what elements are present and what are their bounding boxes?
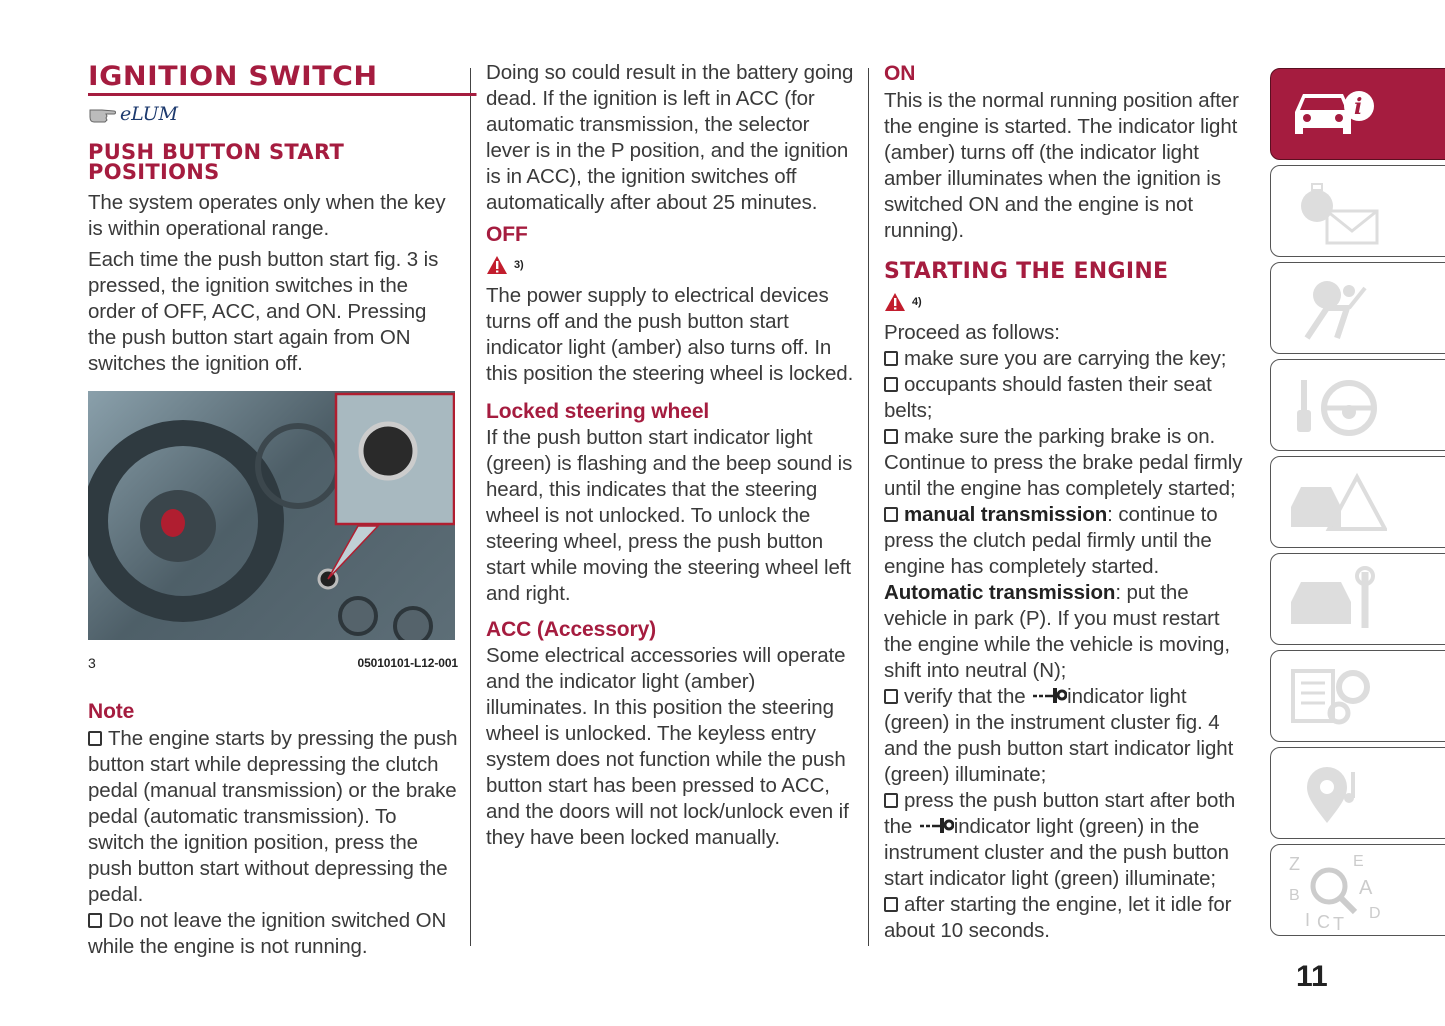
step-text: verify that the [904, 685, 1032, 708]
pointing-hand-icon [88, 104, 118, 124]
index-icon [1287, 850, 1397, 930]
step-item [884, 580, 1252, 684]
elum-link[interactable] [88, 100, 458, 128]
checkbox-bullet-icon [884, 507, 898, 522]
figure-code: 05010101-L12-001 [357, 656, 458, 670]
note-item [88, 908, 458, 960]
tab-starting-driving[interactable] [1270, 359, 1445, 451]
note-text: The engine starts by pressing the push button start while depressing the clutch pedal (manual transmission) or the brake pedal (automatic transmission). To switch the ignition position, press the push button start without depressing the pedal. [88, 727, 458, 906]
tab-index[interactable] [1270, 844, 1445, 936]
page-number: 11 [1296, 960, 1328, 993]
column-2 [486, 60, 856, 856]
subsection-title: PUSH BUTTON START POSITIONS [88, 140, 345, 184]
checkbox-bullet-icon [884, 377, 898, 392]
checkbox-bullet-icon [884, 897, 898, 912]
warning-lights-icon [1287, 176, 1387, 246]
section-title: IGNITION SWITCH [88, 62, 476, 96]
locked-heading: Locked steering wheel [486, 400, 710, 423]
warning-ref[interactable] [486, 251, 856, 279]
tab-safety[interactable] [1270, 262, 1445, 354]
warning-ref[interactable] [884, 288, 1252, 316]
svg-text:i: i [1354, 94, 1363, 120]
step-item [884, 372, 1252, 424]
maintenance-icon [1287, 564, 1387, 634]
step-text: press the push button start after both the [884, 789, 1236, 838]
column-1 [88, 60, 458, 960]
svg-text:I: I [1305, 910, 1311, 930]
step-text: indicator light (green) in the instrument cluster fig. 4 and the push button start indicator light (green) illuminate; [884, 685, 1234, 786]
elum-label: eLUM [120, 103, 178, 125]
checkbox-bullet-icon [88, 913, 102, 928]
step-item [884, 424, 1252, 502]
key-indicator-icon [918, 815, 954, 835]
paragraph: This is the normal running position after the engine is started. The indicator light (amber) turns off (the indicator light amber illuminates when the ignition is switched ON and the engine is not running). [884, 89, 1239, 242]
acc-heading: ACC (Accessory) [486, 618, 657, 641]
on-heading: ON [884, 62, 916, 85]
step-text: make sure you are carrying the key; [904, 347, 1227, 370]
paragraph: Doing so could result in the battery going dead. If the ignition is left in ACC (for automatic transmission, the selector lever is in the P position, and the ignition is in ACC), the ignition switches off automatically after about 25 minutes. [486, 61, 854, 214]
note-heading: Note [88, 700, 135, 723]
step-bold: manual transmission [904, 503, 1108, 526]
starting-engine-heading: STARTING THE ENGINE [884, 259, 1169, 284]
step-item [884, 892, 1252, 944]
column-divider [470, 68, 471, 946]
dashboard-illustration [88, 391, 455, 640]
svg-text:B: B [1289, 887, 1300, 904]
step-item [884, 502, 1252, 580]
step-item [884, 346, 1252, 372]
checkbox-bullet-icon [884, 793, 898, 808]
paragraph: Each time the push button start fig. 3 is pressed, the ignition switches in the order of OFF, ACC, and ON. Pressing the push button start again from ON switches the ignition off. [88, 248, 439, 375]
multimedia-icon [1287, 758, 1387, 828]
step-text: after starting the engine, let it idle for about 10 seconds. [884, 893, 1232, 942]
svg-text:Z: Z [1289, 854, 1300, 874]
key-indicator-icon [1031, 685, 1067, 705]
warning-number: 4) [912, 296, 922, 308]
tab-maintenance[interactable] [1270, 553, 1445, 645]
checkbox-bullet-icon [884, 351, 898, 366]
paragraph: If the push button start indicator light (green) is flashing and the beep sound is heard, this indicates that the steering wheel is not unlocked. To unlock the steering wheel, press the push button start while moving the steering wheel left and right. [486, 426, 853, 605]
column-3 [884, 60, 1252, 944]
tab-car-info[interactable] [1270, 68, 1445, 160]
step-item [884, 684, 1252, 788]
svg-text:A: A [1359, 877, 1373, 899]
step-text: make sure the parking brake is on. Continue to press the brake pedal firmly until the engine has completely started; [884, 425, 1243, 500]
figure-caption [88, 650, 458, 676]
tab-technical-data[interactable] [1270, 650, 1445, 742]
technical-data-icon [1287, 661, 1387, 731]
paragraph: The power supply to electrical devices turns off and the push button start indicator light (amber) also turns off. In this position the steering wheel is locked. [486, 284, 854, 385]
step-text: : continue to press the clutch pedal firmly until the engine has completely started. [884, 503, 1218, 578]
tab-multimedia[interactable] [1270, 747, 1445, 839]
safety-airbag-icon [1287, 273, 1387, 343]
checkbox-bullet-icon [884, 689, 898, 704]
warning-triangle-icon [486, 255, 508, 275]
svg-text:D: D [1369, 905, 1381, 922]
checkbox-bullet-icon [884, 429, 898, 444]
column-divider [868, 68, 869, 946]
tab-emergency[interactable] [1270, 456, 1445, 548]
paragraph: Some electrical accessories will operate and the indicator light (amber) illuminates. In this position the steering wheel is unlocked. The keyless entry system does not function while the push button start has been pressed to ACC, and the doors will not lock/unlock even if they have been locked manually. [486, 644, 849, 849]
note-item [88, 726, 458, 908]
car-info-icon [1287, 84, 1377, 144]
figure-number: 3 [88, 655, 96, 671]
step-text: occupants should fasten their seat belts; [884, 373, 1212, 422]
off-heading: OFF [486, 223, 528, 246]
paragraph: The system operates only when the key is within operational range. [88, 191, 446, 240]
svg-text:T: T [1333, 914, 1344, 930]
svg-text:C: C [1317, 912, 1330, 930]
warning-triangle-icon [884, 292, 906, 312]
checkbox-bullet-icon [88, 731, 102, 746]
note-text: Do not leave the ignition switched ON while the engine is not running. [88, 909, 447, 958]
paragraph: Proceed as follows: [884, 321, 1060, 344]
starting-driving-icon [1287, 370, 1387, 440]
step-item [884, 788, 1252, 892]
step-text: : put the vehicle in park (P). If you must restart the engine while the vehicle is moving, shift into neutral (N); [884, 581, 1230, 682]
emergency-icon [1287, 467, 1387, 537]
step-bold: Automatic transmission [884, 581, 1116, 604]
warning-number: 3) [514, 259, 524, 271]
figure-push-button-start [88, 391, 455, 640]
step-text: indicator light (green) in the instrument cluster and the push button start indicator light (green) illuminate; [884, 815, 1229, 890]
svg-text:E: E [1353, 853, 1364, 870]
tab-warning-lights[interactable] [1270, 165, 1445, 257]
